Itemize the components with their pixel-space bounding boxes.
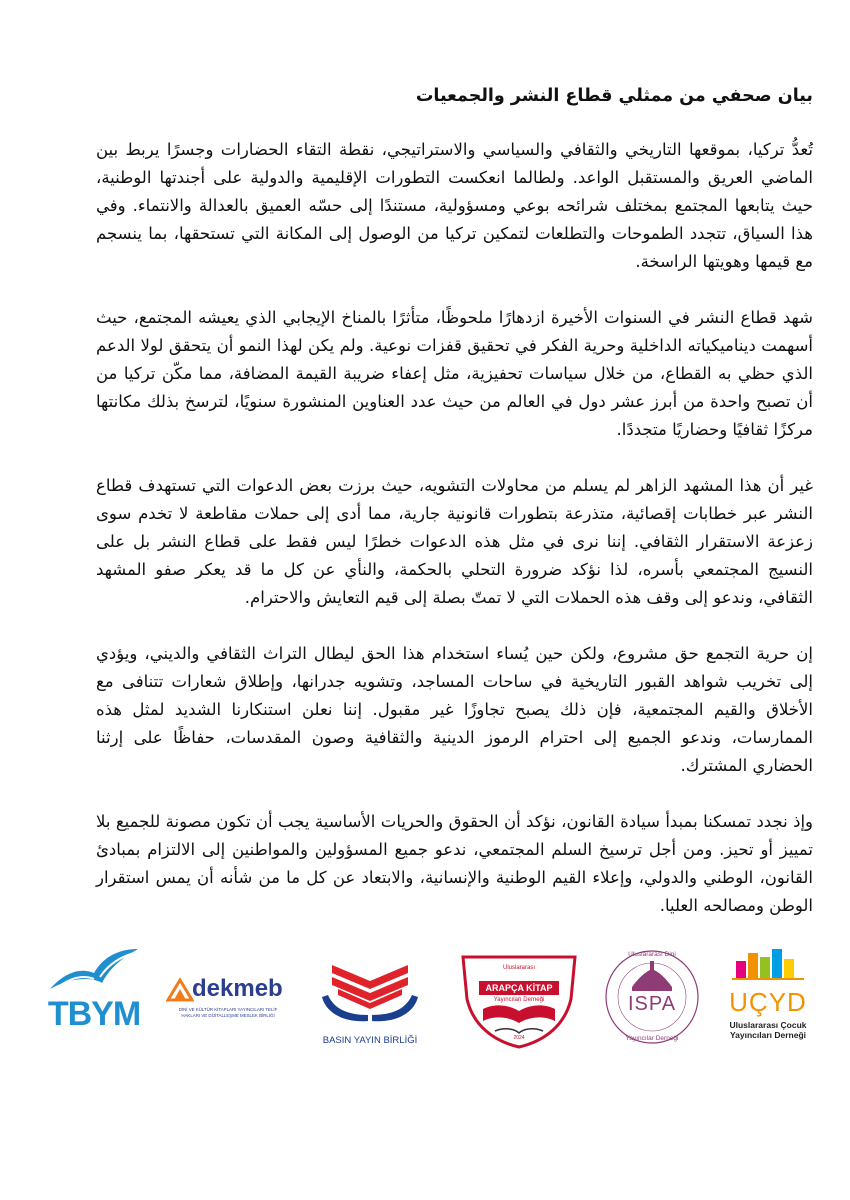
press-release <box>96 82 813 948</box>
arapca-year: 2024 <box>513 1035 525 1041</box>
ucyd-logo <box>722 943 814 1053</box>
paragraph: غير أن هذا المشهد الزاهر لم يسلم من محاولات التشويه، حيث برزت بعض الدعوات التي تستهدف قطاع النشر عبر خطابات إقصائية، متذرعة بتطورات قانونية جارية، مما أدى إلى حملات مقاطعة لا تخدم سوى زعزعة الاستقرار الثقافي. إننا نرى في مثل هذه الدعوات خطرًا ليس فقط على قطاع النشر بل على النسيج المجتمعي بأسره، لذا نؤكد ضرورة التحلي بالحكمة، والنأي عن كل ما قد يعكر صفو المشهد الثقافي، وندعو إلى وقف هذه الحملات التي لا تمتّ بصلة إلى قيم التعايش والاحترام. <box>96 476 813 607</box>
arapca-kitap-logo <box>455 951 583 1051</box>
dekmeb-subtitle: HAKLARI VE DİJİTALLEŞME MESLEK BİRLİĞİ <box>181 1013 275 1018</box>
ucyd-wordmark: UÇYD <box>729 987 807 1017</box>
paragraph: تُعدُّ تركيا، بموقعها التاريخي والثقافي والسياسي والاستراتيجي، نقطة التقاء الحضارات وجسرًا يربط بين الماضي العريق والمستقبل الواعد. ولطالما انعكست التطورات الإقليمية والدولية على أجندتها الوطنية، حيث يتابعها المجتمع بمختلف شرائحه بوعي ومسؤولية، مستندًا إلى حسّه العميق بالعدالة والانتماء. وفي هذا السياق، تتجدد الطموحات والتطلعات لتمكين تركيا من الوصول إلى المكانة التي تستحقها، بما ينسجم مع قيمها وهويتها الراسخة. <box>96 140 813 271</box>
open-book-icon <box>44 943 144 995</box>
book-hands-icon <box>310 951 430 1027</box>
ispa-wordmark: ISPA <box>627 993 677 1015</box>
dekmeb-wordmark: dekmeb <box>192 975 283 1002</box>
tbym-logo <box>44 943 144 1043</box>
arapca-line-3: Yayıncıları Derneği <box>493 997 545 1003</box>
signatory-logos <box>0 935 850 1060</box>
ispa-ring-top: Uluslararası Dini <box>628 951 676 958</box>
dekmeb-subtitle: DİNİ VE KÜLTÜR KİTAPLARI YAYINCILARI TELİF <box>178 1007 278 1012</box>
tbym-wordmark: TBYM <box>47 995 141 1033</box>
colorful-blocks-icon <box>722 943 814 983</box>
ucyd-line-1: Uluslararası Çocuk <box>729 1020 807 1030</box>
basin-yayin-logo <box>310 951 430 1051</box>
arapca-line-1: Uluslararası <box>502 965 535 971</box>
document-title: بيان صحفي من ممثلي قطاع النشر والجمعيات <box>415 86 813 106</box>
ispa-ring-bottom: Yayıncılar Derneği <box>625 1035 679 1042</box>
paragraph: إن حرية التجمع حق مشروع، ولكن حين يُساء استخدام هذا الحق ليطال التراث الثقافي والديني، ويؤدي إلى تخريب شواهد القبور التاريخية في ساحات المساجد، وتشويه جدرانها، وإطلاق شعارات تتنافى مع الأخلاق والقيم المجتمعية، فإن ذلك يصبح تجاوزًا غير مقبول. إننا نعلن استنكارنا الشديد لمثل هذه الممارسات، وندعو الجميع إلى احترام الرموز الدينية والثقافية وصون المقدسات، حفاظًا على إرثنا الحضاري المشترك. <box>96 644 813 775</box>
ucyd-line-2: Yayıncıları Derneği <box>729 1030 807 1040</box>
paragraph: شهد قطاع النشر في السنوات الأخيرة ازدهارًا ملحوظًا، متأثرًا بالمناخ الإيجابي الذي يعيشه المجتمع، حيث أسهمت ديناميكياته الداخلية وحرية الفكر في تحقيق قفزات نوعية. ولم يكن لهذا النمو أن يتحقق لولا الدعم الذي حظي به القطاع، من خلال سياسات تحفيزية، مثل إعفاء ضريبة القيمة المضافة، مما مكّن تركيا من أن تصبح واحدة من أبرز عشر دول في العالم من حيث عدد العناوين المنشورة سنويًا، لترسخ بذلك مكانتها مركزًا ثقافيًا وحضاريًا متجددًا. <box>96 308 813 439</box>
house-icon <box>166 976 194 1002</box>
paragraph: وإذ نجدد تمسكنا بمبدأ سيادة القانون، نؤكد أن الحقوق والحريات الأساسية يجب أن تكون مصونة للجميع بلا تمييز أو تحيز. ومن أجل ترسيخ السلم المجتمعي، ندعو جميع المسؤولين والمواطنين إلى الالتزام بمبادئ القانون، الوطني والدولي، وإعلاء القيم الوطنية والإنسانية، والابتعاد عن كل ما من شأنه أن يمس استقرار الوطن ومصالحه العليا. <box>96 812 813 915</box>
dekmeb-logo <box>166 975 290 1035</box>
basin-yayin-wordmark: BASIN YAYIN BİRLİĞİ <box>322 1035 418 1046</box>
arapca-line-2: ARAPÇA KİTAP <box>485 983 553 993</box>
ispa-logo <box>602 947 702 1047</box>
